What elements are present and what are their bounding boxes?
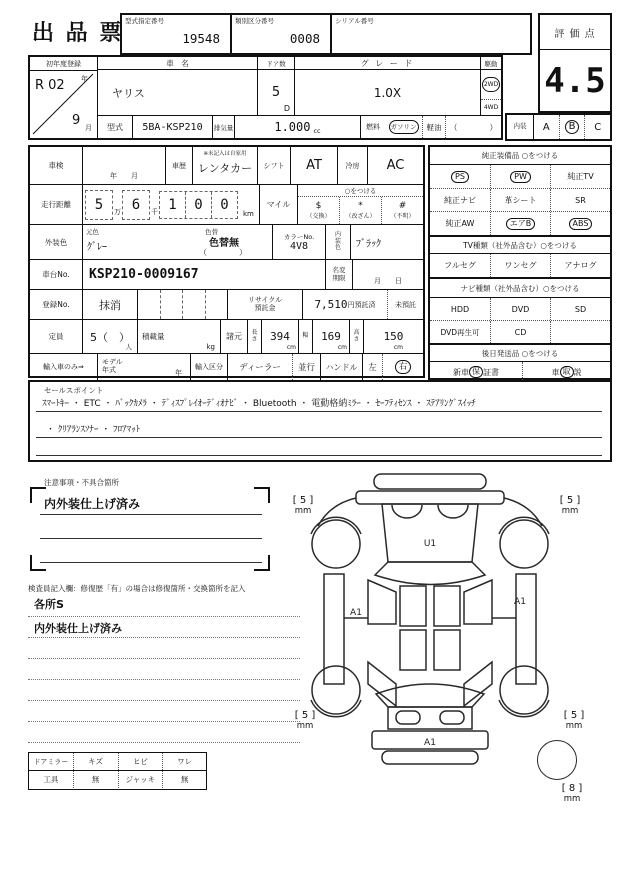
dotted-line <box>28 616 300 617</box>
spare-tire <box>537 740 577 780</box>
shaken-label: 車検 <box>48 161 64 170</box>
ext-color-label: 外装色 <box>44 237 68 247</box>
capacity-label: 定員 <box>48 332 64 341</box>
sales-points-box <box>28 380 612 462</box>
equip-tv: 純正TV <box>550 165 610 188</box>
color-change-value: 色替無 <box>209 238 239 249</box>
panel-label-right: A1 <box>514 597 526 607</box>
drive-4wd: 4WD <box>481 99 501 115</box>
notes-line1: 内外装仕上げ済み <box>44 497 141 511</box>
panel-label-hood: U1 <box>423 539 437 549</box>
sheet-title: 出 品 票 <box>32 21 124 46</box>
orig-color: ｸﾞﾚｰ <box>87 242 107 253</box>
model-label: 型式 <box>107 122 123 132</box>
tread-front-left: [ 5 ] mm <box>285 495 321 516</box>
color-cell <box>82 225 272 259</box>
tool-v1: 工具 <box>43 775 59 784</box>
doors-value: 5 <box>271 85 281 100</box>
warranty-book: 新車 保 証書 <box>453 367 499 377</box>
first-reg-month: 9 <box>72 113 81 128</box>
panel-label-left: A1 <box>350 608 362 618</box>
digit: 1 <box>168 196 177 213</box>
sen-unit: 千 <box>151 208 158 216</box>
car-diagram <box>285 470 640 838</box>
field-value: 19548 <box>182 31 220 46</box>
chassis-value: KSP210-0009167 <box>82 260 325 289</box>
mile-label: マイル <box>259 185 297 224</box>
digit: 0 <box>185 192 211 218</box>
import-label: 輸入車のみ⇒ <box>43 363 84 371</box>
tool-h4: ワレ <box>162 753 206 770</box>
tv-analog: アナログ <box>550 254 610 277</box>
recycle-alt: 未預託 <box>387 290 423 319</box>
navi-cd: CD <box>490 321 550 343</box>
year-unit: 年 <box>81 75 88 83</box>
int-color-label: 内装色 <box>325 225 350 259</box>
rule-line <box>36 455 602 456</box>
dotted-line <box>28 658 300 659</box>
field-value: 0008 <box>289 31 320 46</box>
equip-header: 純正装備品 ○をつける <box>430 147 610 165</box>
detail-rows <box>28 145 425 378</box>
navi-blank <box>550 321 610 343</box>
equip-pw: PW <box>490 165 550 188</box>
mark-tampered: * （改ざん） <box>339 197 381 224</box>
km-unit: km <box>243 210 254 218</box>
grade-label: グ レ ー ド <box>294 57 480 70</box>
dim-length-label: 長さ <box>247 320 261 353</box>
int-color: ﾌﾞﾗｯｸ <box>350 225 423 259</box>
mileage-label: 走行距離 <box>41 200 71 209</box>
color-no-cell <box>272 225 325 259</box>
vehicle-table <box>28 55 503 140</box>
import-dealer: ディーラー <box>227 354 292 380</box>
equip-aw: 純正AW <box>445 219 475 228</box>
grade-c: C <box>584 115 610 139</box>
bracket-corner <box>254 555 270 571</box>
score-value: 4.5 <box>544 61 606 101</box>
displacement-label: 排気量 <box>212 116 234 138</box>
reg-label: 登録No. <box>42 300 70 309</box>
drive-2wd: 2WD <box>482 77 500 93</box>
rename-label: 名変期限 <box>325 260 352 289</box>
notes-label: 注意事項・不具合箇所 <box>44 478 119 487</box>
tv-oneseg: ワンセグ <box>490 254 550 277</box>
field-label: 型式指定番号 <box>125 17 164 25</box>
history-value: レンタカー <box>197 162 253 175</box>
reg-value: 抹消 <box>82 290 137 319</box>
grade-b: B <box>559 115 585 139</box>
tv-type-header: TV種類（社外品含む）○をつける <box>430 235 610 254</box>
interior-grade-label: 内装 <box>507 115 534 139</box>
interior-grade-box <box>505 113 612 141</box>
mileage-sen: 6 <box>122 190 150 220</box>
tread-rear-left: [ 5 ] mm <box>287 710 323 731</box>
grade-value: 1.0X <box>294 70 480 115</box>
navi-dvd: DVD <box>490 298 550 320</box>
grade-a: A <box>542 121 550 133</box>
tool-v4: 無 <box>162 771 206 788</box>
tool-h3: ヒビ <box>118 753 163 770</box>
navi-hdd: HDD <box>450 304 470 314</box>
shift-value: AT <box>290 147 337 184</box>
sales-line2: ・ ｸﾘｱﾗﾝｽｿﾅｰ ・ ﾌﾛｱﾏｯﾄ <box>46 425 141 435</box>
color-no: 4V8 <box>289 241 309 252</box>
owner-manual: 車 取 説 <box>522 362 610 382</box>
ac-value: AC <box>367 147 423 184</box>
equip-ps: PS <box>430 165 490 188</box>
handle-label: ハンドル <box>320 354 362 380</box>
bracket-corner <box>30 555 46 571</box>
model-year-cell: モデル年式 年 <box>97 354 190 380</box>
dim-height-label: 高さ <box>349 320 363 353</box>
mark-exchange: $ （交換） <box>306 201 331 220</box>
later-ship-header: 後日発送品 ○をつける <box>430 343 610 362</box>
fuel-other-paren: （ ） <box>445 116 501 138</box>
capacity-unit: 人 <box>125 343 132 351</box>
equip-navi: 純正ナビ <box>444 195 476 205</box>
sales-line1: ｽﾏｰﾄｷｰ ・ ETC ・ ﾊﾞｯｸｶﾒﾗ ・ ﾃﾞｨｽﾌﾟﾚｲｵｰﾃﾞｨｵﾅﾋﾞ ・ Bluetooth ・ 電動格納ﾐﾗｰ ・ ｾｰﾌﾃｨｾﾝｽ ・ ｽﾃｱﾘﾝｸﾞｽｲｯﾁ <box>42 399 476 409</box>
color-change-label: 色替 <box>205 228 218 236</box>
vehicle-name: ヤリス <box>112 86 145 100</box>
equipment-panel <box>428 145 612 380</box>
spec-label: 諸元 <box>220 320 247 353</box>
handle-right: 右 <box>382 354 423 380</box>
field-serial <box>330 13 532 55</box>
import-class-label: 輸入区分 <box>190 354 227 380</box>
inspector-line2: 内外装仕上げ済み <box>34 622 122 635</box>
tool-table <box>28 752 207 790</box>
dim-width: 169 cm <box>312 320 349 353</box>
first-reg-label: 初年度登録 <box>30 57 97 71</box>
rule-line <box>36 437 602 438</box>
tread-spare: [ 8 ] mm <box>554 783 590 804</box>
navi-dvd-play: DVD再生可 <box>440 327 480 337</box>
chassis-label: 車台No. <box>42 270 70 279</box>
import-parallel: 並行 <box>292 354 320 380</box>
load-unit: kg <box>206 343 215 351</box>
equip-abs: ABS <box>550 212 610 235</box>
doors-cell <box>257 70 294 115</box>
recycle-label: リサイクル預託金 <box>227 290 302 319</box>
shaken-date-cell: 年 月 <box>82 147 165 184</box>
bracket-corner <box>254 487 270 503</box>
mileage-digits <box>82 185 259 224</box>
model-code: 5BA-KSP210 <box>132 116 212 138</box>
history-label: 車歴 <box>165 147 192 184</box>
dotted-line <box>28 742 300 743</box>
dim-length: 394 cm <box>261 320 298 353</box>
navi-type-header: ナビ種類（社外品含む）○をつける <box>430 277 610 298</box>
score-label: 評 価 点 <box>540 15 610 50</box>
equip-airbag: エアB <box>490 212 550 235</box>
recycle-value: 7,510 円預託済 <box>302 290 387 319</box>
name-label: 車 名 <box>98 57 257 70</box>
mileage-hundreds <box>159 191 238 219</box>
shift-label: シフト <box>257 147 290 184</box>
panel-label-rear: A1 <box>424 738 436 748</box>
fuel-diesel: 軽油 <box>422 116 445 138</box>
tool-h1: ドアミラー <box>33 757 69 766</box>
navi-sd: SD <box>550 298 610 320</box>
color-no-label: カラーNo. <box>283 233 315 241</box>
circle-note: ○をつける <box>298 185 423 197</box>
first-reg-year: R 02 <box>35 78 65 93</box>
fuel-gasoline: ガソリン <box>385 116 422 138</box>
car-top-view <box>310 472 550 782</box>
displacement-value: 1.000 <box>274 120 311 134</box>
equip-sr: SR <box>550 189 610 211</box>
displacement-unit: cc <box>313 127 321 135</box>
tread-rear-right: [ 5 ] mm <box>556 710 592 731</box>
score-box <box>538 13 612 113</box>
man-unit: 万 <box>114 208 121 216</box>
reg-empty-boxes <box>137 290 227 319</box>
dim-width-label: 幅 <box>298 320 312 353</box>
tool-h2: キズ <box>73 753 118 770</box>
field-class-code <box>230 13 332 55</box>
sales-points-label: セールスポイント <box>44 386 104 395</box>
dotted-line <box>28 679 300 680</box>
tread-front-right: [ 5 ] mm <box>552 495 588 516</box>
doors-label: ドア数 <box>257 57 294 70</box>
color-change-paren: （ ） <box>199 248 247 257</box>
tool-v2: 無 <box>73 771 118 788</box>
rename-units: 月 日 <box>352 260 423 289</box>
rule-line <box>40 562 262 563</box>
import-year-unit: 年 <box>175 369 182 377</box>
fuel-label: 燃料 <box>360 116 385 138</box>
rule-line <box>40 514 262 515</box>
handle-left: 左 <box>362 354 382 380</box>
doors-sub: D <box>283 104 290 113</box>
displacement-cell <box>234 116 360 138</box>
drive-cell <box>480 70 501 115</box>
digit: 0 <box>211 192 237 218</box>
field-model-designation <box>120 13 232 55</box>
inspector-line1: 各所S <box>34 598 64 611</box>
dotted-line <box>28 637 300 638</box>
field-label: 類別区分番号 <box>235 17 274 25</box>
mileage-marks <box>297 185 423 224</box>
orig-color-label: 元色 <box>86 228 99 236</box>
ac-label: 冷房 <box>337 147 367 184</box>
tool-v3: ジャッキ <box>118 771 163 788</box>
history-cell <box>192 147 257 184</box>
month-unit: 月 <box>85 124 92 132</box>
mark-unknown: # （不明） <box>381 197 423 224</box>
tv-fullseg: フルセグ <box>444 261 476 270</box>
drive-label: 駆動 <box>480 57 501 70</box>
history-note: ※未記入は自家用 <box>203 151 247 157</box>
mileage-man: 5 <box>85 190 113 220</box>
inspector-header: 検査員記入欄：修復歴「有」の場合は修復箇所・交換箇所を記入 <box>28 584 246 593</box>
equip-leather: 革シート <box>490 189 550 211</box>
dotted-line <box>28 700 300 701</box>
field-label: シリアル番号 <box>335 17 374 25</box>
rule-line <box>36 411 602 412</box>
first-reg-cell <box>30 71 97 139</box>
capacity-value-cell: 5（ ） 人 <box>82 320 137 353</box>
dim-height: 150 cm <box>363 320 423 353</box>
dotted-line <box>28 721 300 722</box>
load-cell: 積載量 kg <box>137 320 220 353</box>
rule-line <box>40 538 262 539</box>
